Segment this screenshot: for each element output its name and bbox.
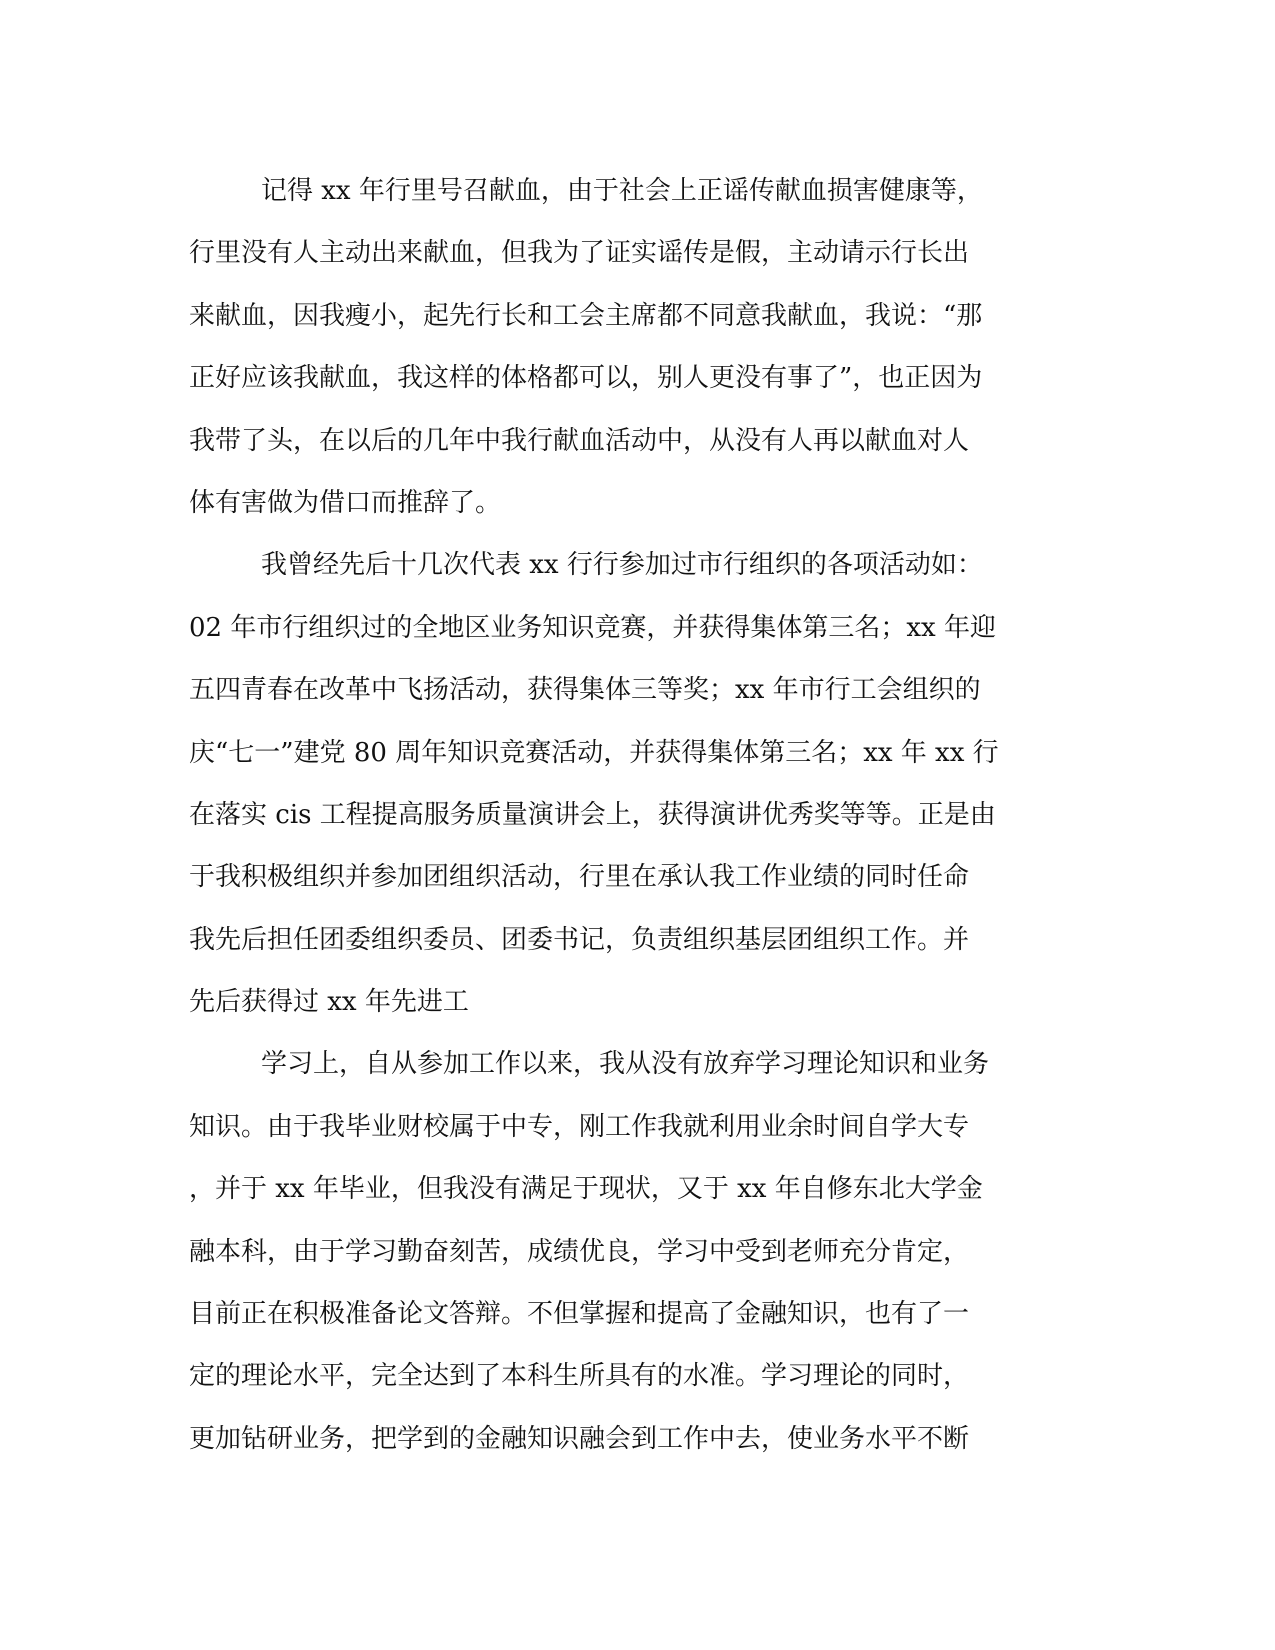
paragraph-line: 于我积极组织并参加团组织活动，行里在承认我工作业绩的同时任命 (189, 862, 970, 893)
paragraph-line: 庆“七一”建党 80 周年知识竞赛活动，并获得集体第三名；xx 年 xx 行 (189, 737, 999, 768)
paragraph-line: 更加钻研业务，把学到的金融知识融会到工作中去，使业务水平不断 (189, 1423, 970, 1454)
paragraph-line: 目前正在积极准备论文答辩。不但掌握和提高了金融知识，也有了一 (189, 1299, 970, 1330)
document-body (189, 160, 1079, 1470)
paragraph-line: 正好应该我献血，我这样的体格都可以，别人更没有事了”，也正因为 (189, 363, 983, 394)
paragraph-line: 先后获得过 xx 年先进工 (189, 987, 469, 1018)
paragraph-line: 记得 xx 年行里号召献血，由于社会上正谣传献血损害健康等， (261, 176, 983, 206)
paragraph-line: 五四青春在改革中飞扬活动，获得集体三等奖；xx 年市行工会组织的 (189, 675, 981, 706)
paragraph-line: 来献血，因我瘦小，起先行长和工会主席都不同意我献血，我说：“那 (189, 300, 983, 331)
paragraph-line: 我先后担任团委组织委员、团委书记，负责组织基层团组织工作。并 (189, 924, 970, 955)
paragraph-line: 我曾经先后十几次代表 xx 行行参加过市行组织的各项活动如： (261, 550, 983, 581)
paragraph-line: 行里没有人主动出来献血，但我为了证实谣传是假，主动请示行长出 (189, 238, 970, 269)
paragraph-line: 体有害做为借口而推辞了。 (189, 487, 502, 518)
paragraph-line: 学习上，自从参加工作以来，我从没有放弃学习理论知识和业务 (261, 1049, 990, 1080)
paragraph-line: 我带了头，在以后的几年中我行献血活动中，从没有人再以献血对人 (189, 425, 970, 456)
paragraph-line: 融本科，由于学习勤奋刻苦，成绩优良，学习中受到老师充分肯定， (189, 1236, 970, 1267)
paragraph-line: 02 年市行组织过的全地区业务知识竞赛，并获得集体第三名；xx 年迎 (189, 612, 996, 643)
paragraph-line: 在落实 cis 工程提高服务质量演讲会上，获得演讲优秀奖等等。正是由 (189, 799, 996, 830)
paragraph-line: 定的理论水平，完全达到了本科生所具有的水准。学习理论的同时， (189, 1361, 970, 1392)
paragraph-line: 知识。由于我毕业财校属于中专，刚工作我就利用业余时间自学大专 (189, 1111, 970, 1142)
paragraph-line: ，并于 xx 年毕业，但我没有满足于现状，又于 xx 年自修东北大学金 (189, 1174, 983, 1205)
